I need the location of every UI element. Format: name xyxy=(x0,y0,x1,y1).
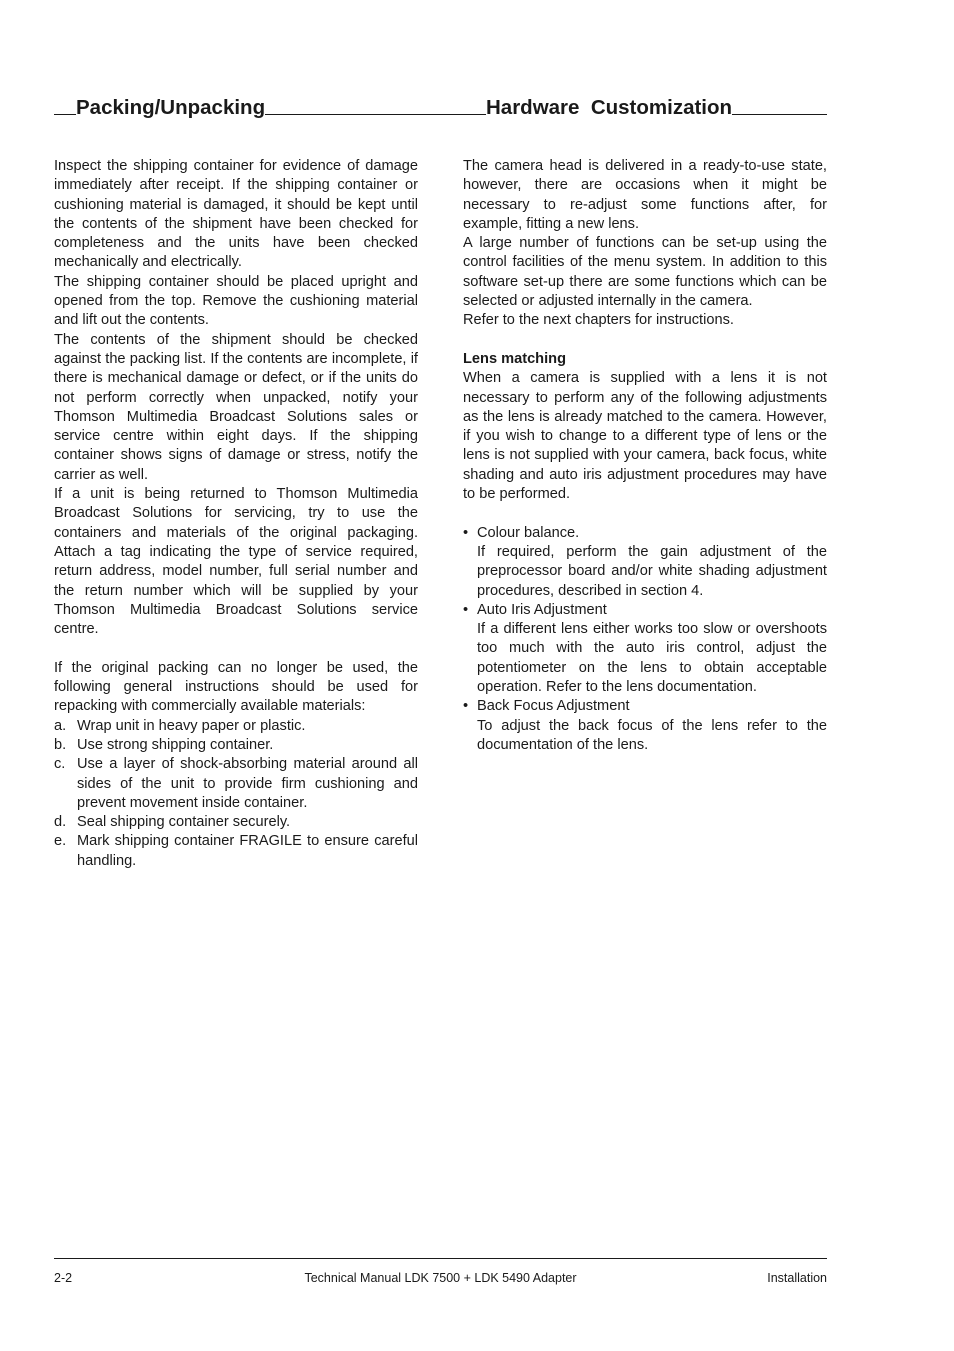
paragraph: The camera head is delivered in a ready-to-use state, however, there are occasions when it might be necessary to re-adjust some functions after, for example, fitting a new lens. xyxy=(463,158,827,232)
list-item xyxy=(54,755,418,813)
bullet-item xyxy=(463,697,827,755)
list-marker: c. xyxy=(54,756,66,773)
list-marker: b. xyxy=(54,736,67,753)
list-item xyxy=(54,736,418,755)
list-item xyxy=(54,717,418,736)
bullet-title: Colour balance. xyxy=(477,524,580,541)
right-column xyxy=(463,157,827,755)
page-number: 2-2 xyxy=(54,1271,73,1285)
lens-matching-paragraph: When a camera is supplied with a lens it is not necessary to perform any of the following adjustments as the lens is already matched to the camera. However, if you wish to change to a different type of lens or the lens is not supplied with your camera, back focus, white shading and auto iris adjustment procedures may have to be performed. xyxy=(463,370,827,503)
paragraph: Refer to the next chapters for instructions. xyxy=(463,312,734,329)
list-item xyxy=(54,832,418,871)
heading-packing-text: Packing/Unpacking xyxy=(76,96,266,119)
list-marker: e. xyxy=(54,833,67,850)
list-marker: d. xyxy=(54,814,67,831)
footer-divider xyxy=(54,1258,827,1259)
paragraph: Inspect the shipping container for evidence of damage immediately after receipt. If the shipping container or cushioning material is damaged, it should be kept until the contents of the shipment have been checked for completeness and the units have been checked mechanically and electrically. xyxy=(54,158,418,271)
paragraph: A large number of functions can be set-up using the control facilities of the menu system. In addition to this software set-up there are some functions which can be selected or adjusted internally in the camera. xyxy=(463,235,827,310)
bullet-item xyxy=(463,601,827,697)
left-column xyxy=(54,157,418,871)
list-text: Use a layer of shock-absorbing material around all sides of the unit to provide firm cushioning and prevent movement inside container. xyxy=(77,756,418,811)
lens-matching-heading: Lens matching xyxy=(463,350,566,367)
section-heading-hardware xyxy=(486,92,827,118)
bullet-icon: • xyxy=(463,698,469,715)
list-text: Use strong shipping container. xyxy=(77,736,274,753)
bullet-title: Back Focus Adjustment xyxy=(477,698,630,715)
footer-section: Installation xyxy=(767,1271,827,1285)
footer-manual-title: Technical Manual LDK 7500 + LDK 5490 Adapter xyxy=(304,1271,577,1285)
paragraph: If a unit is being returned to Thomson Multimedia Broadcast Solutions for servicing, try to use the containers and materials of the original packaging. Attach a tag indicating the type of service required, return address, model number, full serial number and the return number which will be supplied by your Thomson Multimedia Broadcast Solutions service centre. xyxy=(54,486,418,638)
bullet-item xyxy=(463,524,827,601)
heading-rule-trail xyxy=(265,114,486,115)
bullet-icon: • xyxy=(463,524,469,541)
heading-rule-trail xyxy=(732,114,827,115)
bullet-icon: • xyxy=(463,601,469,618)
paragraph: The contents of the shipment should be checked against the packing list. If the contents are incomplete, if there is mechanical damage or defect, or if the units do not perform correctly when unpacked, notify your Thomson Multimedia Broadcast Solutions sales or service centre within eight days. If the shipping container shows signs of damage or stress, notify the carrier as well. xyxy=(54,331,418,483)
heading-hardware-text: Hardware Customization xyxy=(486,96,733,119)
list-item xyxy=(54,813,418,832)
list-marker: a. xyxy=(54,717,67,734)
list-text: Seal shipping container securely. xyxy=(77,814,291,831)
bullet-title: Auto Iris Adjustment xyxy=(477,601,607,618)
list-text: Mark shipping container FRAGILE to ensure careful handling. xyxy=(77,833,418,869)
bullet-text: To adjust the back focus of the lens refer to the documentation of the lens. xyxy=(477,717,827,753)
bullet-text: If a different lens either works too slow or overshoots too much with the auto iris control, adjust the potentiometer on the lens to obtain acceptable operation. Refer to the lens documentation. xyxy=(477,621,827,696)
paragraph: The shipping container should be placed upright and opened from the top. Remove the cushioning material and lift out the contents. xyxy=(54,273,418,329)
list-text: Wrap unit in heavy paper or plastic. xyxy=(77,717,306,734)
bullet-text: If required, perform the gain adjustment of the preprocessor board and/or white shading adjustment procedures, described in section 4. xyxy=(477,543,827,599)
repack-intro: If the original packing can no longer be used, the following general instructions should be used for repacking with commercially available materials: xyxy=(54,659,418,715)
heading-rule-lead xyxy=(54,114,76,115)
section-heading-packing xyxy=(54,92,486,118)
